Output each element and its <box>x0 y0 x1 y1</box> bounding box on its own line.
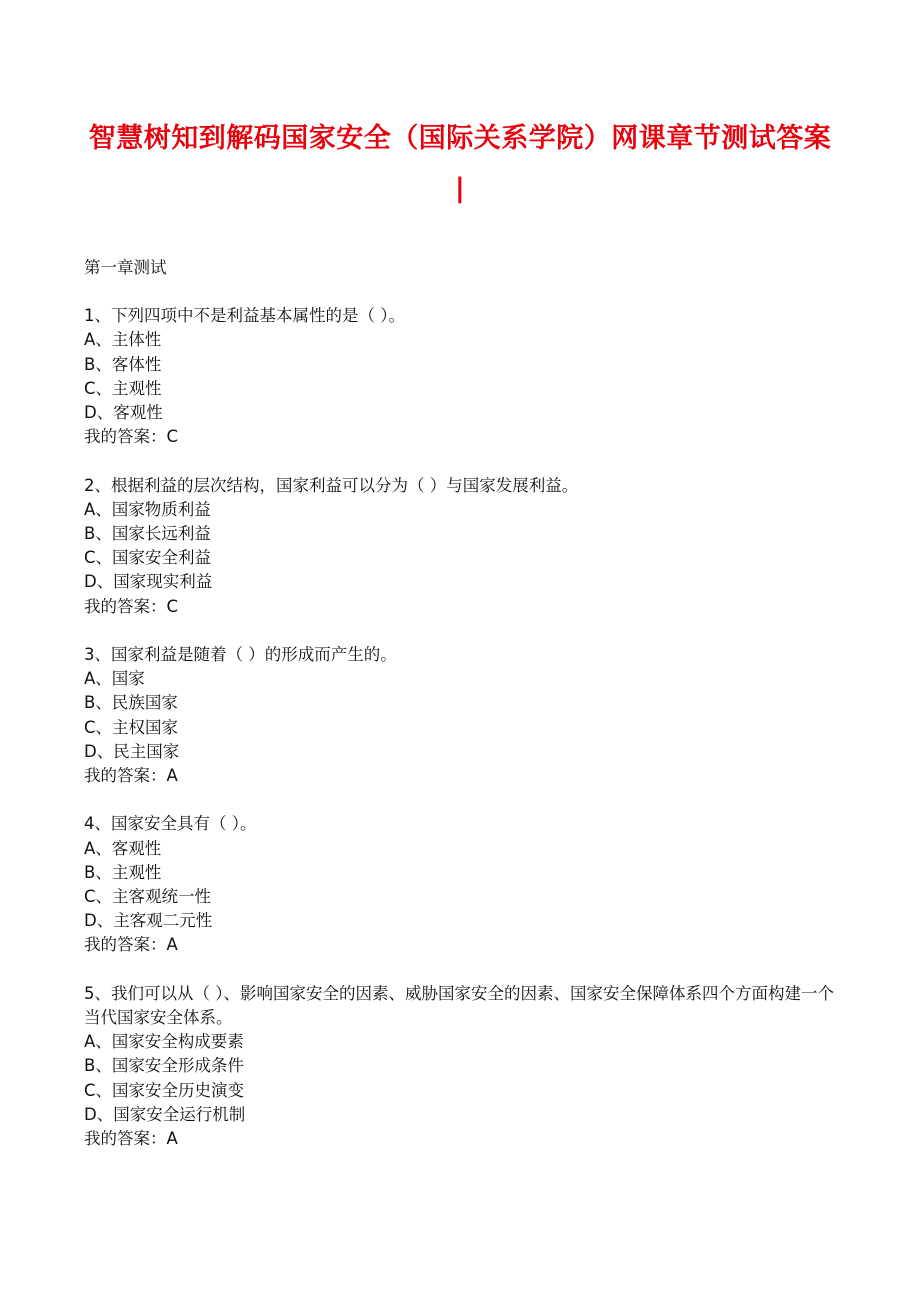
answer-label: 我的答案： <box>84 1129 167 1149</box>
option-a: A、国家 <box>84 669 145 689</box>
answer-value: A <box>166 766 178 786</box>
question-text: 2、根据利益的层次结构，国家利益可以分为（ ）与国家发展利益。 <box>84 475 579 495</box>
option-a: A、国家物质利益 <box>84 499 211 519</box>
option-b: B、民族国家 <box>84 693 178 713</box>
option-d: D、国家安全运行机制 <box>84 1104 246 1124</box>
option-a: A、国家安全构成要素 <box>84 1032 244 1052</box>
answer-line <box>84 933 844 957</box>
question-4 <box>84 812 844 957</box>
option-d: D、主客观二元性 <box>84 911 213 931</box>
option-d: D、客观性 <box>84 403 163 423</box>
answer-value: A <box>166 935 178 955</box>
option-b: B、主观性 <box>84 862 162 882</box>
answer-line <box>84 425 844 449</box>
document-content <box>84 256 844 1175</box>
question-3 <box>84 643 844 788</box>
answer-label: 我的答案： <box>84 596 167 616</box>
answer-value: C <box>166 596 179 616</box>
answer-value: C <box>166 427 179 447</box>
answer-line <box>84 595 844 619</box>
question-text: 5、我们可以从（ ）、影响国家安全的因素、威胁国家安全的因素、国家安全保障体系四个方面构建一个当代国家安全体系。 <box>84 983 834 1028</box>
option-c: C、主权国家 <box>84 717 179 737</box>
option-b: B、国家长远利益 <box>84 524 211 544</box>
option-b: B、国家安全形成条件 <box>84 1056 244 1076</box>
option-a: A、客观性 <box>84 838 162 858</box>
option-a: A、主体性 <box>84 330 162 350</box>
question-text: 1、下列四项中不是利益基本属性的是（ ）。 <box>84 306 405 326</box>
answer-value: A <box>166 1129 178 1149</box>
question-text: 4、国家安全具有（ ）。 <box>84 814 257 834</box>
option-b: B、客体性 <box>84 354 162 374</box>
question-1 <box>84 304 844 449</box>
option-c: C、国家安全历史演变 <box>84 1080 245 1100</box>
answer-line <box>84 1127 844 1151</box>
title-line-1: 智慧树知到解码国家安全（国际关系学院）网课章节测试答案 <box>88 123 832 154</box>
question-5 <box>84 982 844 1151</box>
option-d: D、民主国家 <box>84 741 180 761</box>
answer-label: 我的答案： <box>84 766 167 786</box>
option-c: C、主观性 <box>84 378 162 398</box>
option-c: C、主客观统一性 <box>84 887 212 907</box>
answer-label: 我的答案： <box>84 935 167 955</box>
option-d: D、国家现实利益 <box>84 572 213 592</box>
answer-label: 我的答案： <box>84 427 167 447</box>
question-2 <box>84 474 844 619</box>
document-title <box>70 114 850 214</box>
title-line-2: | <box>454 173 466 204</box>
question-text: 3、国家利益是随着（ ）的形成而产生的。 <box>84 645 397 665</box>
chapter-heading: 第一章测试 <box>84 258 167 277</box>
option-c: C、国家安全利益 <box>84 548 212 568</box>
answer-line <box>84 764 844 788</box>
